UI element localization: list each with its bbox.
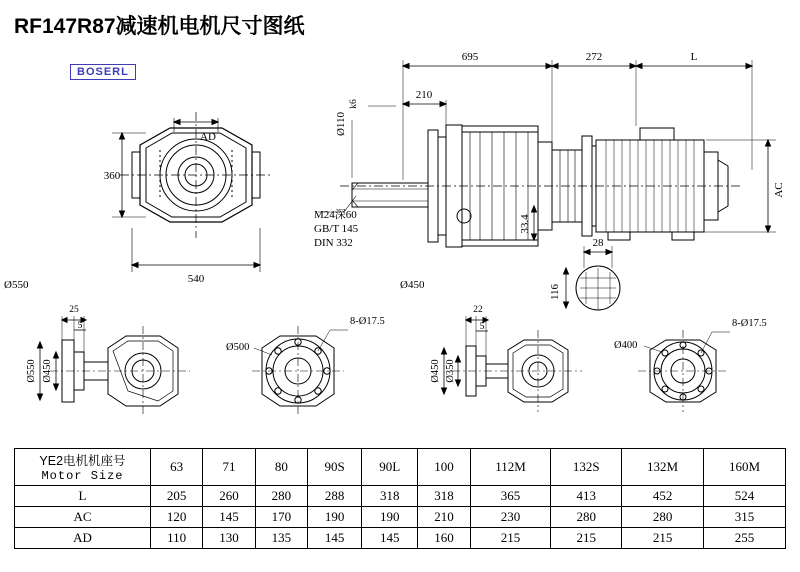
table-cell: 145	[362, 528, 418, 549]
table-cell: 280	[622, 507, 704, 528]
table-cell: 280	[255, 486, 307, 507]
table-col-header: 90L	[362, 449, 418, 486]
table-cell: 318	[362, 486, 418, 507]
label-center-hole-1: M24深60	[314, 209, 357, 221]
table-cell: 110	[151, 528, 203, 549]
header-label-cn: YE2电机机座号	[39, 454, 126, 468]
label-flange3-title: Ø450	[400, 279, 425, 291]
label-flange3-inner: Ø350	[445, 359, 456, 383]
table-cell: 255	[704, 528, 786, 549]
table-col-header: 63	[151, 449, 203, 486]
label-flange2-diameter: Ø500	[226, 342, 250, 353]
label-116: 116	[549, 283, 561, 301]
label-272: 272	[585, 51, 603, 63]
table-col-header: 132S	[551, 449, 622, 486]
brand-logo: BOSERL	[70, 64, 136, 80]
label-center-hole-2: GB/T 145	[314, 223, 359, 235]
label-flange4-bolts: 8-Ø17.5	[732, 318, 767, 329]
table-cell: 524	[704, 486, 786, 507]
flange-view-4	[638, 330, 730, 412]
label-695: 695	[461, 51, 479, 63]
label-flange1-outer: Ø550	[26, 359, 37, 383]
label-210: 210	[415, 89, 433, 101]
table-cell: 215	[551, 528, 622, 549]
table-cell: 160	[418, 528, 470, 549]
label-flange1-inner: Ø450	[42, 359, 53, 383]
table-header-size	[15, 449, 151, 486]
row-label: AC	[15, 507, 151, 528]
table-cell: 318	[418, 486, 470, 507]
flange-view-3	[442, 316, 583, 412]
table-cell: 280	[551, 507, 622, 528]
label-ad: AD	[200, 131, 216, 143]
flange-view-1	[38, 316, 191, 414]
label-flange3-22: 22	[473, 305, 483, 315]
table-cell: 365	[470, 486, 551, 507]
table-cell: 315	[704, 507, 786, 528]
label-flange3-5: 5	[479, 322, 485, 332]
table-cell: 210	[418, 507, 470, 528]
table-cell: 130	[203, 528, 255, 549]
table-cell: 413	[551, 486, 622, 507]
table-col-header: 112M	[470, 449, 551, 486]
table-cell: 230	[470, 507, 551, 528]
row-label: AD	[15, 528, 151, 549]
label-shaft-tolerance: k6	[349, 99, 359, 109]
label-flange2-bolts: 8-Ø17.5	[350, 316, 385, 327]
table-row	[15, 486, 786, 507]
table-cell: 215	[470, 528, 551, 549]
label-540: 540	[187, 273, 205, 285]
label-center-hole-3: DIN 332	[314, 237, 353, 249]
table-col-header: 132M	[622, 449, 704, 486]
label-33-4: 33.4	[519, 214, 531, 234]
main-side-view	[318, 60, 776, 310]
table-cell: 170	[255, 507, 307, 528]
table-header-row	[15, 449, 786, 486]
table-cell: 205	[151, 486, 203, 507]
row-label: L	[15, 486, 151, 507]
table-col-header: 80	[255, 449, 307, 486]
motor-dimension-table	[14, 448, 786, 549]
page-title: RF147R87减速机电机尺寸图纸	[14, 15, 305, 38]
label-360: 360	[103, 170, 121, 182]
table-cell: 452	[622, 486, 704, 507]
label-flange1-title: Ø550	[4, 279, 29, 291]
table-cell: 288	[308, 486, 362, 507]
header-label-en: Motor Size	[41, 469, 124, 483]
table-cell: 135	[255, 528, 307, 549]
flange-view-2	[252, 326, 348, 414]
table-cell: 120	[151, 507, 203, 528]
table-col-header: 160M	[704, 449, 786, 486]
table-cell: 190	[362, 507, 418, 528]
front-view-left	[112, 112, 272, 272]
label-shaft-diameter: Ø110	[335, 111, 347, 137]
label-flange1-5: 5	[77, 321, 83, 331]
table-cell: 145	[203, 507, 255, 528]
label-AC: AC	[773, 182, 785, 198]
table-col-header: 90S	[308, 449, 362, 486]
table-cell: 215	[622, 528, 704, 549]
label-L: L	[690, 51, 698, 63]
table-cell: 145	[308, 528, 362, 549]
label-28: 28	[592, 237, 604, 249]
label-flange1-25: 25	[69, 305, 79, 315]
table-row	[15, 528, 786, 549]
table-row	[15, 507, 786, 528]
table-col-header: 100	[418, 449, 470, 486]
label-flange3-outer: Ø450	[430, 359, 441, 383]
table-cell: 190	[308, 507, 362, 528]
table-col-header: 71	[203, 449, 255, 486]
table-cell: 260	[203, 486, 255, 507]
label-flange4-diameter: Ø400	[614, 340, 638, 351]
